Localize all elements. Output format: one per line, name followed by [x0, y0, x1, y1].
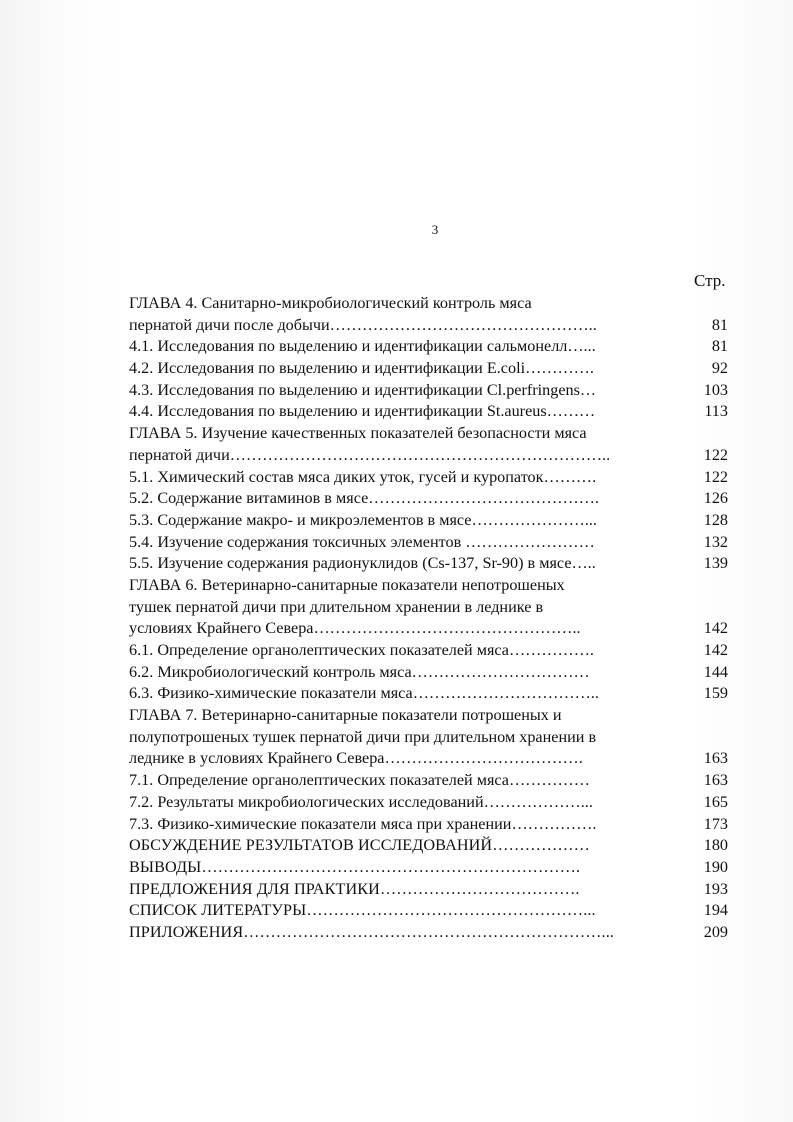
- toc-entry-page: 142: [703, 641, 728, 659]
- toc-entry-title: 4.3. Исследования по выделению и идентификации Cl.perfringens…: [129, 380, 597, 399]
- toc-entry-page: 126: [703, 489, 728, 508]
- toc-entry-page: 113: [704, 402, 728, 421]
- toc-entry: [129, 683, 728, 705]
- toc-entry: [129, 792, 728, 814]
- toc-entry-page: 163: [703, 771, 728, 790]
- toc-entry-title: ГЛАВА 5. Изучение качественных показателей безопасности мяса: [129, 424, 587, 443]
- page-number: 3: [431, 222, 439, 237]
- toc-entry-page: 194: [703, 901, 728, 920]
- toc-entry: [129, 510, 728, 532]
- toc-entry-title: 4.4. Исследования по выделению и идентификации St.aureus………: [129, 402, 596, 421]
- toc-entry-page: 163: [703, 749, 728, 768]
- toc-entry-page: 173: [703, 814, 728, 833]
- toc-entry-title: 5.3. Содержание макро- и микроэлементов в мясе…………………...: [129, 510, 597, 529]
- toc-entry: [129, 445, 728, 467]
- toc-entry: [129, 336, 728, 358]
- toc-entry-page: 92: [711, 359, 728, 378]
- toc-entry-title: 5.2. Содержание витаминов в мясе…………………………………….: [129, 489, 599, 508]
- toc-entry-title: 4.2. Исследования по выделению и идентификации E.coli………….: [129, 359, 594, 378]
- toc-entry: [129, 640, 728, 662]
- toc-entry-title: ГЛАВА 6. Ветеринарно-санитарные показатели непотрошеных: [129, 575, 565, 594]
- toc-entry-page: 128: [703, 510, 728, 529]
- toc-entry-page: 122: [703, 445, 728, 464]
- pages-column-header: Стр.: [694, 271, 726, 290]
- toc-entry: [129, 857, 728, 879]
- toc-entry-page: 209: [703, 922, 728, 941]
- toc-entry: [129, 748, 728, 770]
- toc-entry-title: 6.1. Определение органолептических показателей мяса…………….: [129, 641, 594, 659]
- toc-entry-title: ОБСУЖДЕНИЕ РЕЗУЛЬТАТОВ ИССЛЕДОВАНИЙ………………: [129, 836, 590, 855]
- toc-entry: [129, 423, 728, 445]
- toc-entry-page: 103: [703, 380, 728, 399]
- toc-entry: [129, 770, 728, 792]
- toc-entry: [129, 380, 728, 402]
- toc-entry-title: леднике в условиях Крайнего Севера……………………………….: [129, 749, 583, 768]
- toc-entry-title: 5.4. Изучение содержания токсичных элементов ……………………: [129, 532, 595, 551]
- toc-entry: [129, 705, 728, 727]
- toc-entry: [129, 488, 728, 510]
- toc-entry: [129, 618, 728, 640]
- toc-entry-title: 6.2. Микробиологический контроль мяса……………………………: [129, 662, 590, 681]
- toc-entry-title: 7.2. Результаты микробиологических исследований………………...: [129, 792, 593, 811]
- toc-entry-page: 159: [703, 684, 728, 703]
- toc-entry: [129, 662, 728, 684]
- toc-entry: [129, 814, 728, 836]
- toc-entry-page: 139: [703, 554, 728, 573]
- toc-entry-page: 180: [703, 836, 728, 855]
- toc-entry: [129, 315, 728, 337]
- table-of-contents: [129, 293, 728, 944]
- toc-entry: [129, 597, 728, 619]
- toc-entry-page: 122: [703, 467, 728, 486]
- toc-entry-page: 81: [711, 315, 728, 334]
- toc-entry: [129, 879, 728, 901]
- toc-entry: [129, 532, 728, 554]
- toc-entry: [129, 835, 728, 857]
- toc-entry-title: условиях Крайнего Севера…………………………………………..: [129, 619, 581, 638]
- toc-entry: [129, 900, 728, 922]
- toc-entry-page: 165: [703, 792, 728, 811]
- toc-entry: [129, 401, 728, 423]
- toc-entry: [129, 553, 728, 575]
- toc-entry-page: 142: [703, 619, 728, 638]
- toc-entry-title: пернатой дичи……………………………………………………………..: [129, 445, 611, 464]
- toc-entry-title: пернатой дичи после добычи…………………………………………..: [129, 315, 597, 334]
- toc-entry-title: 5.5. Изучение содержания радионуклидов (Cs-137, Sr-90) в мясе…..: [129, 554, 596, 573]
- toc-entry-page: 193: [703, 879, 728, 898]
- toc-entry: [129, 727, 728, 749]
- toc-entry-page: 144: [703, 662, 728, 681]
- toc-entry-title: 7.1. Определение органолептических показателей мяса……………: [129, 771, 590, 790]
- toc-entry-page: 190: [703, 857, 728, 876]
- toc-entry-page: 132: [703, 532, 728, 551]
- toc-entry: [129, 293, 728, 315]
- toc-entry-title: ГЛАВА 4. Санитарно-микробиологический контроль мяса: [129, 294, 532, 312]
- toc-entry-title: ПРЕДЛОЖЕНИЯ ДЛЯ ПРАКТИКИ……………………………….: [129, 879, 580, 898]
- toc-entry-title: ВЫВОДЫ…………………………………………………………….: [129, 857, 581, 876]
- toc-entry-page: 81: [711, 337, 728, 356]
- toc-entry-title: 6.3. Физико-химические показатели мяса……………………………..: [129, 684, 599, 703]
- toc-entry: [129, 575, 728, 597]
- toc-entry-title: СПИСОК ЛИТЕРАТУРЫ……………………………………………...: [129, 901, 596, 920]
- toc-entry-title: ПРИЛОЖЕНИЯ…………………………………………………………...: [129, 922, 614, 941]
- toc-entry-title: тушек пернатой дичи при длительном хранении в леднике в: [129, 597, 544, 616]
- toc-entry-title: 7.3. Физико-химические показатели мяса при хранении…………….: [129, 814, 597, 833]
- toc-entry: [129, 467, 728, 489]
- toc-entry-title: ГЛАВА 7. Ветеринарно-санитарные показатели потрошеных и: [129, 706, 562, 725]
- toc-entry-title: 5.1. Химический состав мяса диких уток, гусей и куропаток……….: [129, 467, 597, 486]
- toc-entry: [129, 922, 728, 944]
- toc-entry: [129, 358, 728, 380]
- toc-entry-title: полупотрошеных тушек пернатой дичи при длительном хранении в: [129, 727, 597, 746]
- toc-entry-title: 4.1. Исследования по выделению и идентификации сальмонелл…...: [129, 337, 596, 356]
